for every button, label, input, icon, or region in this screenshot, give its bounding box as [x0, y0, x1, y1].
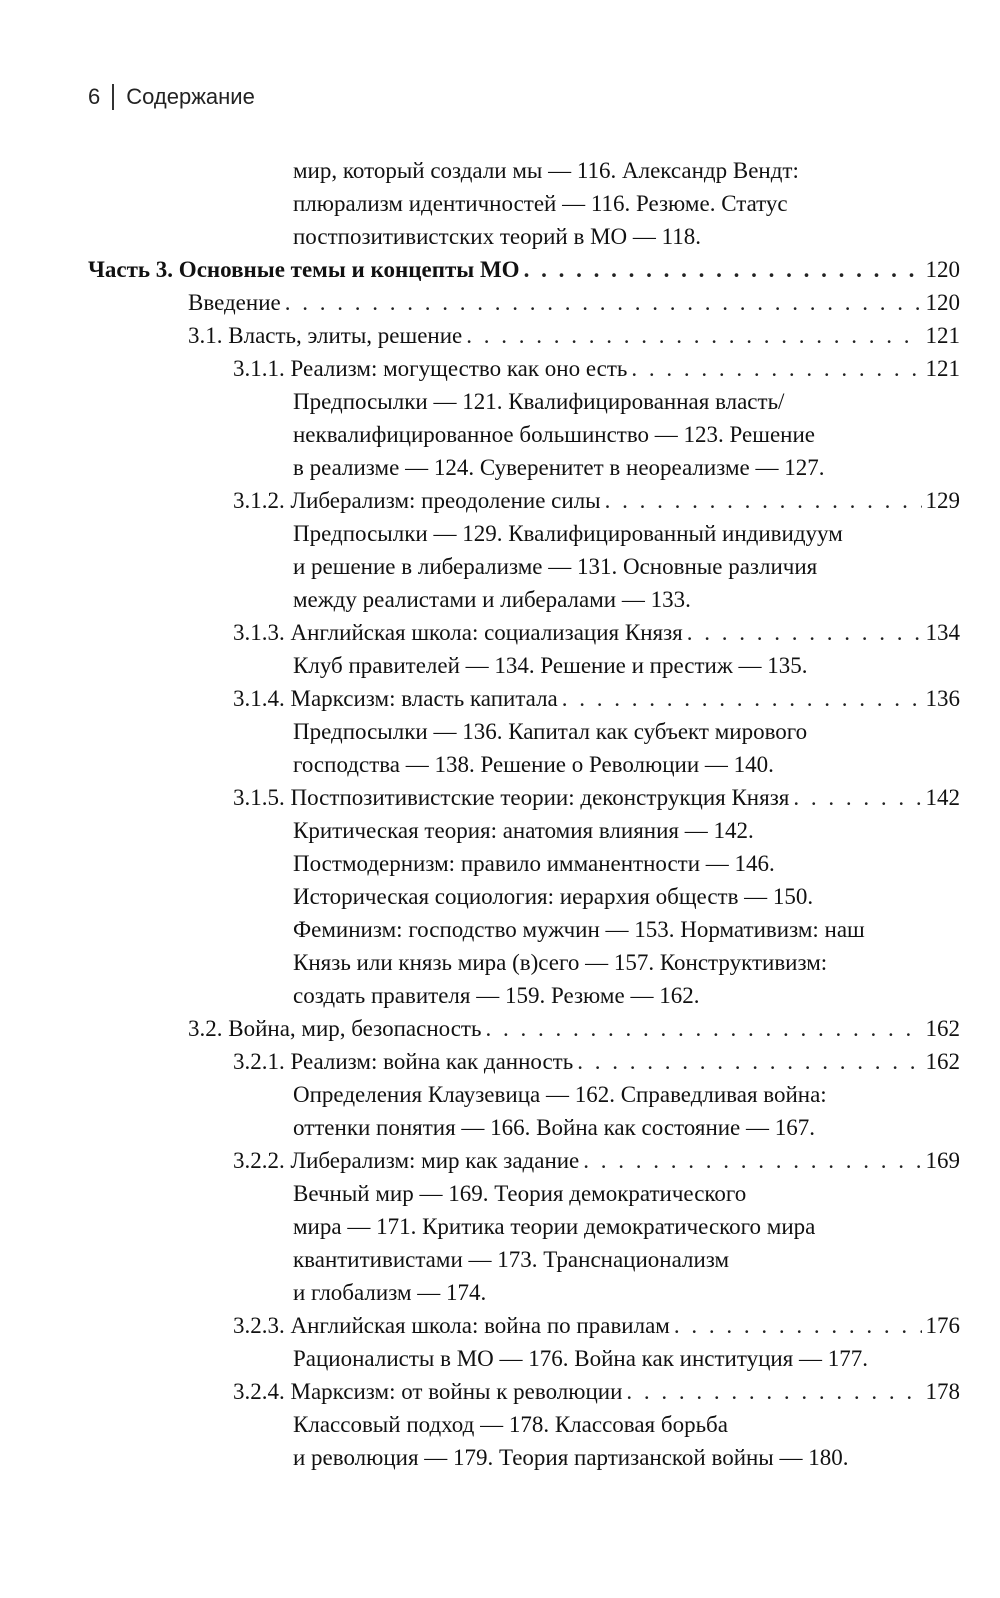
- toc-entry-title: Реализм: могущество как оно есть: [290, 356, 628, 381]
- toc-entry-title: Английская школа: социализация Князя: [290, 620, 683, 645]
- toc-description-line: Определения Клаузевица — 162. Справедливая война:: [293, 1082, 827, 1107]
- toc-description-line: и глобализм — 174.: [293, 1280, 487, 1305]
- toc-entry-3-2[interactable]: [188, 1012, 960, 1045]
- page-number: 6: [88, 84, 101, 109]
- toc-entry-3-1-4[interactable]: [233, 682, 960, 715]
- dot-leader: [631, 352, 921, 385]
- toc-entry-page: 169: [925, 1148, 960, 1173]
- toc-entry-number: 3.2.1.: [233, 1049, 285, 1074]
- toc-description-line: Историческая социология: иерархия обществ — 150.: [293, 884, 814, 909]
- toc-entry-page: 142: [925, 785, 960, 810]
- toc-entry-number: 3.2.4.: [233, 1379, 285, 1404]
- toc-entry-title: 3.2. Война, мир, безопасность: [188, 1016, 482, 1041]
- toc-description-line: Рационалисты в МО — 176. Война как институция — 177.: [293, 1346, 869, 1371]
- header-title: Содержание: [126, 84, 255, 109]
- toc-entry-number: 3.2.2.: [233, 1148, 285, 1173]
- dot-leader: [674, 1309, 922, 1342]
- toc-description-line: неквалифицированное большинство — 123. Решение: [293, 422, 815, 447]
- toc-description-line: господства — 138. Решение о Революции — 140.: [293, 752, 774, 777]
- toc-description-line: Клуб правителей — 134. Решение и престиж — 135.: [293, 653, 808, 678]
- continuation-line: плюрализм идентичностей — 116. Резюме. Статус: [293, 191, 788, 216]
- dot-leader: [687, 616, 922, 649]
- toc-entry-title: Либерализм: преодоление силы: [290, 488, 601, 513]
- toc-description-line: в реализме — 124. Суверенитет в неореализме — 127.: [293, 455, 825, 480]
- toc-description-line: Предпосылки — 121. Квалифицированная власть/: [293, 389, 785, 414]
- toc-description-line: Предпосылки — 129. Квалифицированный индивидуум: [293, 521, 843, 546]
- toc-description-line: квантитивистами — 173. Транснационализм: [293, 1247, 730, 1272]
- continuation-line: постпозитивистских теорий в МО — 118.: [293, 224, 702, 249]
- toc-entry-3-2-2[interactable]: [233, 1144, 960, 1177]
- toc-entry-page: 176: [925, 1313, 960, 1338]
- dot-leader: [285, 286, 922, 319]
- toc-entry-3-2-4[interactable]: [233, 1375, 960, 1408]
- toc-entry-page: 120: [925, 257, 960, 282]
- toc-description-line: Критическая теория: анатомия влияния — 142.: [293, 818, 754, 843]
- toc-entry-title: Постпозитивистские теории: деконструкция Князя: [290, 785, 790, 810]
- toc-description-line: создать правителя — 159. Резюме — 162.: [293, 983, 700, 1008]
- toc-entry-number: 3.1.1.: [233, 356, 285, 381]
- toc-description-line: Предпосылки — 136. Капитал как субъект мирового: [293, 719, 808, 744]
- toc-description-line: и решение в либерализме — 131. Основные различия: [293, 554, 818, 579]
- toc-entry-page: 162: [925, 1016, 960, 1041]
- toc-description-line: Князь или князь мира (в)сего — 157. Конструктивизм:: [293, 950, 828, 975]
- toc-description-line: мира — 171. Критика теории демократического мира: [293, 1214, 816, 1239]
- toc-description-line: Феминизм: господство мужчин — 153. Нормативизм: наш: [293, 917, 865, 942]
- toc-entry-3-1-2[interactable]: [233, 484, 960, 517]
- toc-description-line: и революция — 179. Теория партизанской войны — 180.: [293, 1445, 849, 1470]
- toc-entry-title: Английская школа: война по правилам: [290, 1313, 670, 1338]
- toc-entry-page: 120: [925, 290, 960, 315]
- toc-entry-intro[interactable]: [188, 286, 960, 319]
- toc-entry-3-1-5[interactable]: [233, 781, 960, 814]
- toc-entry-number: 3.1.4.: [233, 686, 285, 711]
- toc-entry-page: 121: [925, 356, 960, 381]
- dot-leader: [626, 1375, 921, 1408]
- toc-entry-title: Марксизм: от войны к революции: [290, 1379, 623, 1404]
- toc-entry-number: 3.1.2.: [233, 488, 285, 513]
- dot-leader: [605, 484, 922, 517]
- toc-entry-page: 162: [925, 1049, 960, 1074]
- header-divider: [112, 84, 114, 110]
- dot-leader: [562, 682, 922, 715]
- toc-entry-title: Марксизм: власть капитала: [290, 686, 558, 711]
- running-header: [88, 84, 255, 110]
- dot-leader: [524, 253, 922, 286]
- dot-leader: [793, 781, 921, 814]
- dot-leader: [577, 1045, 921, 1078]
- toc-description-line: Классовый подход — 178. Классовая борьба: [293, 1412, 728, 1437]
- toc-description-line: Вечный мир — 169. Теория демократического: [293, 1181, 747, 1206]
- dot-leader: [466, 319, 921, 352]
- continuation-line: мир, который создали мы — 116. Александр Вендт:: [293, 158, 799, 183]
- toc-entry-title: Часть 3. Основные темы и концепты МО: [88, 257, 520, 282]
- toc-entry-page: 121: [925, 323, 960, 348]
- toc-description-line: Постмодернизм: правило имманентности — 146.: [293, 851, 775, 876]
- toc-entry-title: Реализм: война как данность: [290, 1049, 574, 1074]
- toc-entry-number: 3.2.3.: [233, 1313, 285, 1338]
- dot-leader: [485, 1012, 921, 1045]
- dot-leader: [583, 1144, 921, 1177]
- toc-entry-title: Введение: [188, 290, 281, 315]
- toc-entry-page: 134: [925, 620, 960, 645]
- toc-entry-number: 3.1.3.: [233, 620, 285, 645]
- toc-entry-3-2-1[interactable]: [233, 1045, 960, 1078]
- toc-entry-number: 3.1.5.: [233, 785, 285, 810]
- toc-description-line: оттенки понятия — 166. Война как состояние — 167.: [293, 1115, 816, 1140]
- toc-entry-3-1-1[interactable]: [233, 352, 960, 385]
- toc-entry-page: 129: [925, 488, 960, 513]
- toc-entry-page: 136: [925, 686, 960, 711]
- toc-entry-page: 178: [925, 1379, 960, 1404]
- toc-entry-title: 3.1. Власть, элиты, решение: [188, 323, 463, 348]
- toc-entry-3-1[interactable]: [188, 319, 960, 352]
- toc-entry-title: Либерализм: мир как задание: [290, 1148, 580, 1173]
- toc-entry-part3[interactable]: [88, 253, 960, 286]
- toc-description-line: между реалистами и либералами — 133.: [293, 587, 691, 612]
- toc-entry-3-1-3[interactable]: [233, 616, 960, 649]
- toc-entry-3-2-3[interactable]: [233, 1309, 960, 1342]
